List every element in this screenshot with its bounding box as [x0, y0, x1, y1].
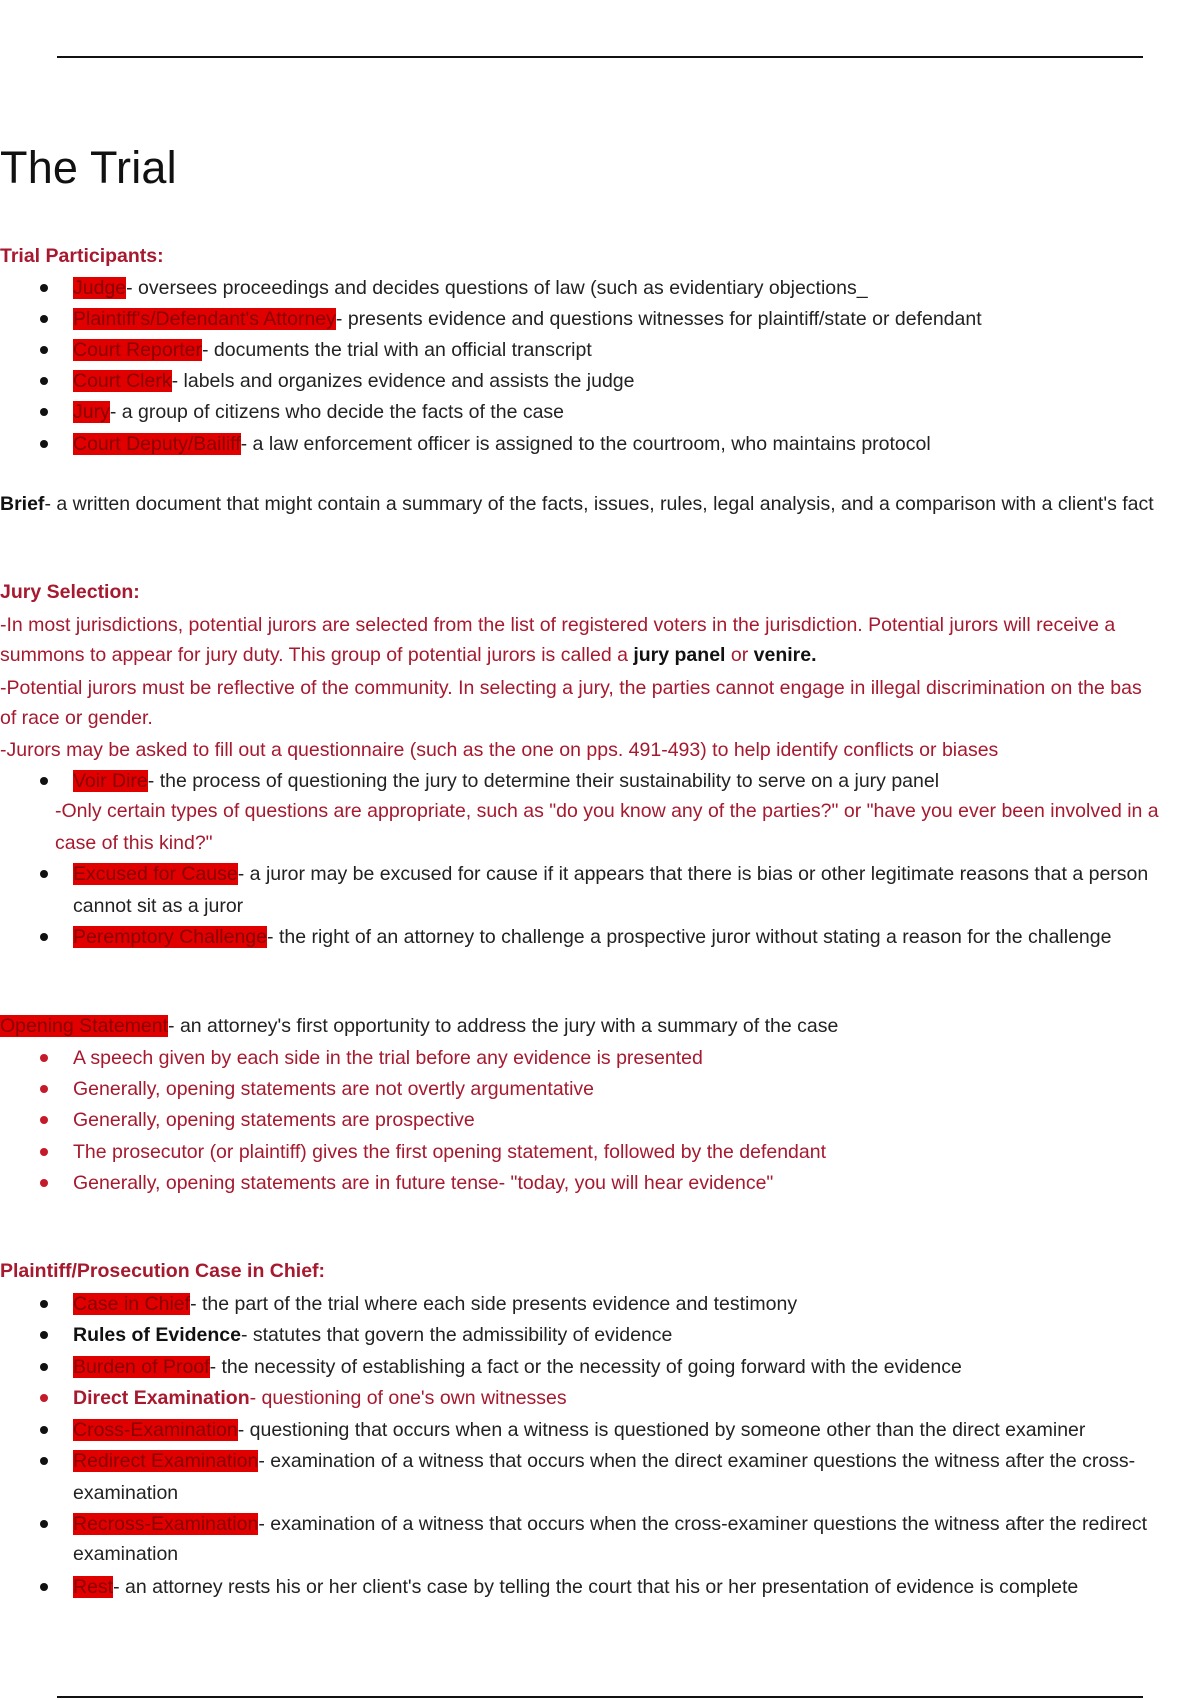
- bullet-icon: [40, 440, 48, 448]
- list-item: [73, 305, 982, 333]
- bullet-icon: [40, 1457, 48, 1465]
- list-item: [73, 923, 1111, 951]
- brief-definition: [0, 490, 1154, 518]
- list-item-cont: cannot sit as a juror: [73, 895, 244, 917]
- term-description: - examination of a witness that occurs when the cross-examiner questions the witness after the redirect: [258, 1513, 1148, 1535]
- list-item: [73, 1290, 797, 1318]
- text-run: summons to appear for jury duty. This group of potential jurors is called a: [0, 644, 634, 666]
- brief-term: Brief: [0, 493, 45, 515]
- jury-paragraph-2-cont: of race or gender.: [0, 707, 153, 729]
- term-description: - documents the trial with an official transcript: [201, 339, 592, 361]
- chief-heading: Plaintiff/Prosecution Case in Chief:: [0, 1260, 326, 1282]
- list-item: [73, 1416, 1085, 1444]
- bullet-icon: [40, 377, 48, 385]
- list-item: [73, 398, 564, 426]
- list-item-cont: examination: [73, 1543, 179, 1565]
- term-description: - the process of questioning the jury to determine their sustainability to serve on a jury panel: [147, 770, 940, 792]
- term-highlight: Burden of Proof: [73, 1356, 210, 1378]
- jury-paragraph-2: -Potential jurors must be reflective of the community. In selecting a jury, the parties cannot engage in illegal discrimination on the bas: [0, 677, 1142, 699]
- top-rule: [57, 56, 1143, 58]
- term-description: - questioning that occurs when a witness is questioned by someone other than the direct examiner: [237, 1419, 1086, 1441]
- jury-paragraph-3: -Jurors may be asked to fill out a questionnaire (such as the one on pps. 491-493) to help identify conflicts or biases: [0, 739, 999, 761]
- bullet-icon: [40, 1148, 48, 1156]
- text-run: or: [725, 644, 754, 666]
- list-item: The prosecutor (or plaintiff) gives the first opening statement, followed by the defendant: [73, 1141, 826, 1163]
- bullet-icon: [40, 1394, 48, 1402]
- list-item: [73, 336, 592, 364]
- term-highlight: Cross-Examination: [73, 1419, 238, 1441]
- term-description: - a juror may be excused for cause if it appears that there is bias or other legitimate reasons that a person: [237, 863, 1149, 885]
- list-item: [73, 430, 931, 458]
- list-item-cont: examination: [73, 1482, 179, 1504]
- term-description: - labels and organizes evidence and assists the judge: [171, 370, 635, 392]
- bullet-icon: [40, 777, 48, 785]
- term-highlight: Recross-Examination: [73, 1513, 259, 1535]
- term-highlight: Court Reporter: [73, 339, 202, 361]
- term-highlight: Judge: [73, 277, 127, 299]
- bullet-icon: [40, 1179, 48, 1187]
- bullet-icon: [40, 408, 48, 416]
- opening-definition: [0, 1012, 838, 1040]
- bullet-icon: [40, 1054, 48, 1062]
- term-highlight: Court Clerk: [73, 370, 172, 392]
- bullet-icon: [40, 1363, 48, 1371]
- term-description: - a law enforcement officer is assigned to the courtroom, who maintains protocol: [240, 433, 931, 455]
- venire-term: venire.: [753, 644, 817, 666]
- bullet-icon: [40, 1426, 48, 1434]
- page-title: The Trial: [0, 142, 177, 193]
- term-description: - oversees proceedings and decides questions of law (such as evidentiary objections_: [126, 277, 868, 299]
- bullet-icon: [40, 933, 48, 941]
- list-item: A speech given by each side in the trial before any evidence is presented: [73, 1047, 703, 1069]
- term-bold: Direct Examination: [73, 1387, 250, 1409]
- term-highlight: Opening Statement: [0, 1015, 169, 1037]
- jury-paragraph-1-cont: [0, 641, 817, 669]
- bullet-icon: [40, 1300, 48, 1308]
- list-item: Generally, opening statements are not overtly argumentative: [73, 1078, 595, 1100]
- list-item: [73, 860, 1148, 888]
- bullet-icon: [40, 870, 48, 878]
- list-item: Generally, opening statements are in future tense- "today, you will hear evidence": [73, 1172, 774, 1194]
- term-description: - the necessity of establishing a fact or the necessity of going forward with the evidence: [209, 1356, 962, 1378]
- list-item: [73, 274, 868, 302]
- term-description: - the part of the trial where each side presents evidence and testimony: [190, 1293, 798, 1315]
- bullet-icon: [40, 1085, 48, 1093]
- term-description: - a group of citizens who decide the facts of the case: [109, 401, 565, 423]
- bullet-icon: [40, 315, 48, 323]
- bullet-icon: [40, 1331, 48, 1339]
- term-highlight: Peremptory Challenge: [73, 926, 268, 948]
- bullet-icon: [40, 284, 48, 292]
- list-item: [73, 1384, 567, 1412]
- term-description: - questioning of one's own witnesses: [249, 1387, 567, 1409]
- list-item: [73, 1573, 1078, 1601]
- term-highlight: Voir Dire: [73, 770, 148, 792]
- bullet-icon: [40, 346, 48, 354]
- bullet-icon: [40, 1583, 48, 1591]
- bullet-icon: [40, 1116, 48, 1124]
- term-description: - statutes that govern the admissibility of evidence: [240, 1324, 673, 1346]
- list-item: [73, 1447, 1135, 1475]
- term-highlight: Redirect Examination: [73, 1450, 259, 1472]
- jury-panel-term: jury panel: [633, 644, 726, 666]
- list-item: [73, 1510, 1147, 1538]
- voir-dire-note-cont: case of this kind?": [55, 832, 213, 854]
- list-item: [73, 367, 635, 395]
- list-item: Generally, opening statements are prospective: [73, 1109, 475, 1131]
- bottom-rule: [57, 1696, 1143, 1698]
- term-highlight: Court Deputy/Bailiff: [73, 433, 241, 455]
- voir-dire-note: -Only certain types of questions are appropriate, such as "do you know any of the parties?" or "have you ever been involved in a: [55, 800, 1159, 822]
- list-item: [73, 1321, 672, 1349]
- term-description: - examination of a witness that occurs when the direct examiner questions the witness after the cross-: [258, 1450, 1136, 1472]
- list-item: [73, 1353, 962, 1381]
- participants-heading: Trial Participants:: [0, 245, 164, 267]
- term-highlight: Jury: [73, 401, 110, 423]
- bullet-icon: [40, 1520, 48, 1528]
- brief-description: - a written document that might contain a summary of the facts, issues, rules, legal analysis, and a comparison with a client's fact: [44, 493, 1154, 515]
- term-highlight: Case in Chief: [73, 1293, 191, 1315]
- term-bold: Rules of Evidence: [73, 1324, 241, 1346]
- term-highlight: Excused for Cause: [73, 863, 238, 885]
- jury-paragraph-1: -In most jurisdictions, potential jurors are selected from the list of registered voters in the jurisdiction. Potential jurors will receive a: [0, 614, 1116, 636]
- term-description: - presents evidence and questions witnesses for plaintiff/state or defendant: [335, 308, 982, 330]
- term-description: - an attorney rests his or her client's case by telling the court that his or her presentation of evidence is complete: [113, 1576, 1079, 1598]
- term-highlight: Rest: [73, 1576, 114, 1598]
- term-highlight: Plaintiff's/Defendant's Attorney: [73, 308, 336, 330]
- jury-heading: Jury Selection:: [0, 581, 140, 603]
- list-item: [73, 767, 939, 795]
- term-description: - an attorney's first opportunity to address the jury with a summary of the case: [168, 1015, 839, 1037]
- term-description: - the right of an attorney to challenge a prospective juror without stating a reason for the challenge: [267, 926, 1112, 948]
